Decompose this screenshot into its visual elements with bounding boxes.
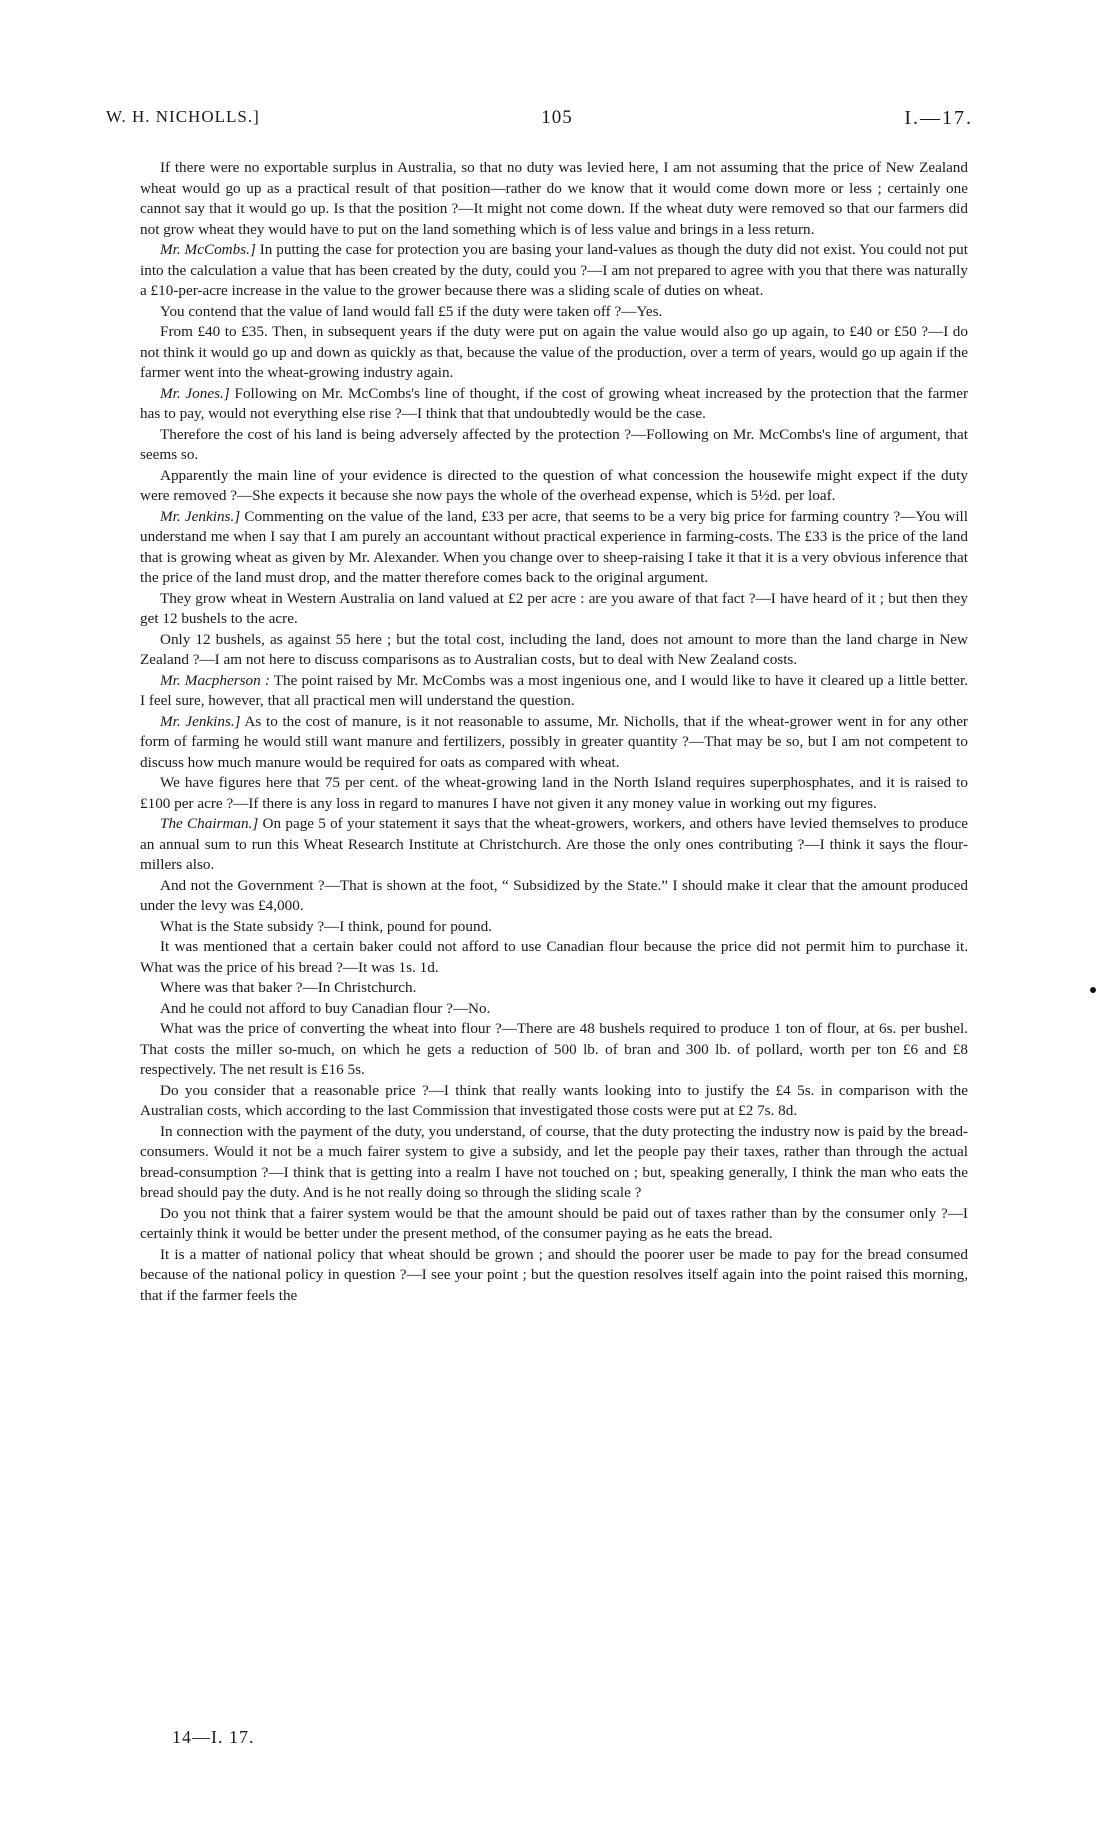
paragraph	[140, 384, 968, 425]
paragraph-text: Commenting on the value of the land, £33 per acre, that seems to be a very big price for farming country ?—You will understand me when I say that I am purely an accountant without practical experience in farming-costs. The £33 is the price of the land that is growing wheat as given by Mr. Alexander. When you change over to sheep-raising I take it that it is a very obvious inference that the price of the land must drop, and the matter therefore comes back to the original argument.	[140, 507, 968, 586]
paragraph	[140, 1122, 968, 1204]
paragraph-text: Where was that baker ?—In Christchurch.	[160, 979, 417, 996]
running-head-witness: W. H. NICHOLLS.]	[106, 107, 260, 126]
paragraph	[140, 507, 968, 589]
speaker-name: Mr. McCombs.]	[160, 241, 256, 258]
paragraph	[140, 589, 968, 630]
paragraph	[140, 1204, 968, 1245]
speaker-name: Mr. Macpherson :	[160, 671, 270, 689]
paragraph	[140, 425, 968, 466]
paragraph-text: Only 12 bushels, as against 55 here ; but the total cost, including the land, does not amount to more than the land charge in New Zealand ?—I am not here to discuss comparisons as to Australian costs, but to deal with New Zealand costs.	[140, 630, 968, 668]
paragraph	[140, 466, 968, 507]
paragraph	[140, 876, 968, 917]
paragraph-text: What was the price of converting the wheat into flour ?—There are 48 bushels required to produce 1 ton of flour, at 6s. per bushel. That costs the miller so-much, on which he gets a reduction of 500 lb. of bran and 300 lb. of pollard, worth per ton £6 and £8 respectively. The net result is £16 5s.	[140, 1020, 968, 1078]
paragraph	[140, 1019, 968, 1081]
signature-mark: 14—I. 17.	[172, 1727, 255, 1747]
paragraph	[140, 322, 968, 384]
paragraph-text: Do you consider that a reasonable price ?—I think that really wants looking into to justify the £4 5s. in comparison with the Australian costs, which according to the last Commission that investigated those costs were put at £2 7s. 8d.	[140, 1081, 968, 1119]
paragraph	[140, 773, 968, 814]
paragraph-text: And not the Government ?—That is shown at the foot, “ Subsidized by the State.” I should make it clear that the amount produced under the levy was £4,000.	[140, 876, 968, 914]
paragraph-text: Do you not think that a fairer system would be that the amount should be paid out of taxes rather than by the consumer only ?—I certainly think it would be better under the present method, of the consumer paying as he eats the bread.	[140, 1204, 968, 1242]
paragraph-text: As to the cost of manure, is it not reasonable to assume, Mr. Nicholls, that if the wheat-grower went in for any other form of farming he would still want manure and fertilizers, possibly in greater quantity ?—That may be so, but I am not competent to discuss how much manure would be required for oats as compared with wheat.	[140, 712, 968, 771]
paragraph-text: And he could not afford to buy Canadian flour ?—No.	[160, 999, 491, 1017]
paragraph	[140, 999, 968, 1020]
speaker-name: The Chairman.]	[160, 815, 259, 832]
paper-reference: I.—17.	[904, 107, 973, 129]
speaker-name: Mr. Jones.]	[160, 384, 230, 402]
paragraph	[140, 814, 968, 876]
paragraph	[140, 917, 968, 938]
paragraph-text: Following on Mr. McCombs's line of thought, if the cost of growing wheat increased by the protection that the farmer has to pay, would not everything else rise ?—I think that that undoubtedly would be the case.	[140, 384, 969, 422]
paragraph-text: We have figures here that 75 per cent. of the wheat-growing land in the North Island requires superphosphates, and it is raised to £100 per acre ?—If there is any loss in regard to manures I have not given it any money value in working out my figures.	[140, 774, 968, 812]
paragraph-text: They grow wheat in Western Australia on land valued at £2 per acre : are you aware of that fact ?—I have heard of it ; but then they get 12 bushels to the acre.	[140, 589, 968, 627]
paragraph	[140, 302, 968, 323]
paragraph-text: What is the State subsidy ?—I think, pound for pound.	[160, 917, 492, 935]
paragraph	[140, 978, 968, 999]
paragraph-text: The point raised by Mr. McCombs was a most ingenious one, and I would like to have it cleared up a little better. I feel sure, however, that all practical men will understand the question.	[140, 671, 969, 709]
paragraph	[140, 937, 968, 978]
paragraph-text: Therefore the cost of his land is being adversely affected by the protection ?—Following on Mr. McCombs's line of argument, that seems so.	[140, 425, 968, 463]
paragraph	[140, 630, 968, 671]
paragraph	[140, 158, 968, 240]
paragraph-text: In putting the case for protection you are basing your land-values as though the duty did not exist. You could not put into the calculation a value that has been created by the duty, could you ?—I am not prepared to agree with you that there was naturally a £10-per-acre increase in the value to the grower because there was a sliding scale of duties on wheat.	[140, 241, 968, 299]
paragraph	[140, 1245, 968, 1307]
paragraph-text: It is a matter of national policy that wheat should be grown ; and should the poorer user be made to pay for the bread consumed because of the national policy in question ?—I see your point ; but the question resolves itself again into the point raised this morning, that if the farmer feels the	[140, 1245, 968, 1304]
paragraph-text: Apparently the main line of your evidence is directed to the question of what concession the housewife might expect if the duty were removed ?—She expects it because she now pays the whole of the overhead expense, which is 5½d. per loaf.	[140, 466, 968, 504]
paragraph-text: In connection with the payment of the duty, you understand, of course, that the duty protecting the industry now is paid by the bread-consumers. Would it not be a much fairer system to give a subsidy, and let the people pay their taxes, rather than through the actual bread-consumption ?—I think that is getting into a realm I have not touched on ; but, speaking generally, I think the man who eats the bread should pay the duty. And is he not really doing so through the sliding scale ?	[140, 1122, 968, 1201]
paragraph-text: From £40 to £35. Then, in subsequent years if the duty were put on again the value would also go up again, to £40 or £50 ?—I do not think it would go up and down as quickly as that, because the value of the production, over a term of years, would go up again if the farmer went into the wheat-growing industry again.	[140, 323, 968, 381]
margin-mark	[1090, 987, 1096, 993]
paragraph-text: On page 5 of your statement it says that the wheat-growers, workers, and others have levied themselves to produce an annual sum to run this Wheat Research Institute at Christchurch. Are those the only ones contributing ?—I think it says the flour-millers also.	[140, 815, 968, 873]
paragraph	[140, 240, 968, 302]
evidence-body	[140, 158, 968, 1306]
paragraph	[140, 671, 968, 712]
speaker-name: Mr. Jenkins.]	[160, 507, 241, 525]
paragraph-text: If there were no exportable surplus in Australia, so that no duty was levied here, I am not assuming that the price of New Zealand wheat would go up as a practical result of that position—rather do we know that it would come down more or less ; certainly one cannot say that it would go up. Is that the position ?—It might not come down. If the wheat duty were removed so that our farmers did not grow wheat they would have to put on the land something which is of less value and brings in a less return.	[140, 159, 968, 238]
paragraph-text: It was mentioned that a certain baker could not afford to use Canadian flour because the price did not permit him to purchase it. What was the price of his bread ?—It was 1s. 1d.	[140, 938, 968, 976]
paragraph-text: You contend that the value of land would fall £5 if the duty were taken off ?—Yes.	[160, 302, 663, 320]
paragraph	[140, 1081, 968, 1122]
paragraph	[140, 712, 968, 774]
page-number: 105	[541, 107, 573, 128]
speaker-name: Mr. Jenkins.]	[160, 712, 241, 730]
